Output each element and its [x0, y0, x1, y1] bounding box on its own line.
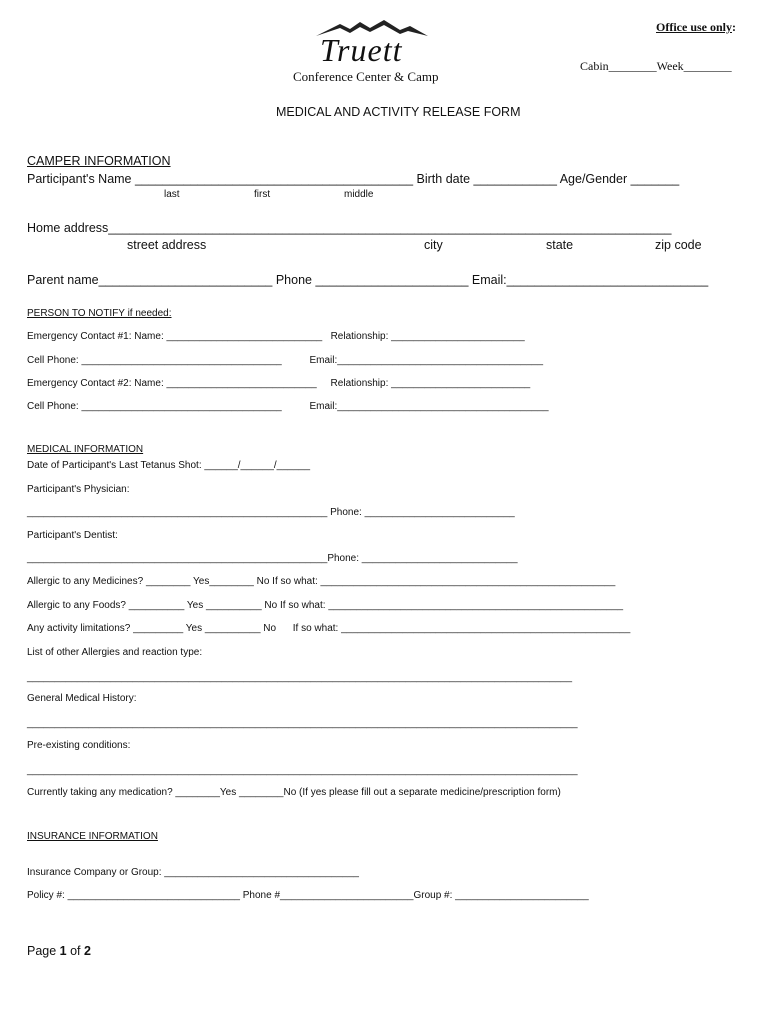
truett-logo: [288, 16, 458, 88]
parent-row[interactable]: Parent name_________________________ Phone ______________________ Email:_____________________________: [27, 273, 709, 287]
insurance-heading: INSURANCE INFORMATION: [27, 831, 158, 842]
preexisting-line[interactable]: ___________________________________________________________________________________________________: [27, 765, 578, 776]
addr-sub-zip: zip code: [655, 238, 702, 252]
name-sub-last: last: [164, 189, 180, 200]
other-allergies-label: List of other Allergies and reaction type:: [27, 647, 203, 658]
emergency-contact-1-row[interactable]: Emergency Contact #1: Name: ____________________________ Relationship: ________________________: [27, 331, 525, 342]
addr-sub-city: city: [424, 238, 443, 252]
notify-heading: PERSON TO NOTIFY if needed:: [27, 308, 172, 319]
policy-row[interactable]: Policy #: _______________________________ Phone #________________________Group #: ________________________: [27, 890, 589, 901]
page-total: 2: [84, 944, 91, 958]
physician-label: Participant's Physician:: [27, 484, 130, 495]
dentist-row[interactable]: ______________________________________________________Phone: ____________________________: [27, 553, 518, 564]
emergency-contact-2-row[interactable]: Emergency Contact #2: Name: ___________________________ Relationship: _________________________: [27, 378, 531, 389]
allergic-foods-row[interactable]: Allergic to any Foods? __________ Yes __________ No If so what: _____________________________________________________: [27, 600, 624, 611]
physician-row[interactable]: ______________________________________________________ Phone: ___________________________: [27, 507, 515, 518]
cabin-week-field[interactable]: Cabin________Week________: [580, 59, 732, 73]
addr-sub-state: state: [546, 238, 574, 252]
current-medication-row[interactable]: Currently taking any medication? ________Yes ________No (If yes please fill out a separate medicine/prescription form): [27, 787, 561, 798]
allergic-medicines-row[interactable]: Allergic to any Medicines? ________ Yes________ No If so what: _____________________________________________________: [27, 576, 616, 587]
tetanus-row[interactable]: Date of Participant's Last Tetanus Shot: ______/______/______: [27, 460, 311, 471]
medical-history-line[interactable]: ___________________________________________________________________________________________________: [27, 718, 578, 729]
cell-phone-1-row[interactable]: Cell Phone: ____________________________________ Email:_____________________________________: [27, 355, 544, 366]
dentist-label: Participant's Dentist:: [27, 530, 118, 541]
addr-sub-street: street address: [127, 238, 207, 252]
page-prefix: Page: [27, 944, 60, 958]
camper-info-heading: CAMPER INFORMATION: [27, 154, 171, 168]
office-use-colon: :: [732, 20, 736, 34]
medical-history-label: General Medical History:: [27, 693, 137, 704]
participant-name-row[interactable]: Participant's Name ________________________________________ Birth date ____________ Age/Gender _______: [27, 172, 680, 186]
insurance-company-row[interactable]: Insurance Company or Group: ___________________________________: [27, 867, 359, 878]
page-of: of: [66, 944, 84, 958]
office-use-text: Office use only: [656, 20, 732, 34]
home-address-row[interactable]: Home address_________________________________________________________________________________: [27, 221, 672, 235]
medical-heading: MEDICAL INFORMATION: [27, 444, 144, 455]
form-title: MEDICAL AND ACTIVITY RELEASE FORM: [276, 105, 521, 119]
page-number: [27, 944, 91, 958]
other-allergies-line[interactable]: __________________________________________________________________________________________________: [27, 672, 573, 683]
logo-subtitle: Conference Center & Camp: [293, 69, 439, 84]
logo-wordmark: Truett: [320, 32, 403, 68]
activity-limitations-row[interactable]: Any activity limitations? _________ Yes __________ No If so what: ____________________________________________________: [27, 623, 631, 634]
name-sub-first: first: [254, 189, 271, 200]
cell-phone-2-row[interactable]: Cell Phone: ____________________________________ Email:______________________________________: [27, 401, 549, 412]
office-use-label: [656, 20, 736, 35]
preexisting-label: Pre-existing conditions:: [27, 740, 131, 751]
name-sub-middle: middle: [344, 189, 374, 200]
page-current: 1: [59, 944, 67, 958]
